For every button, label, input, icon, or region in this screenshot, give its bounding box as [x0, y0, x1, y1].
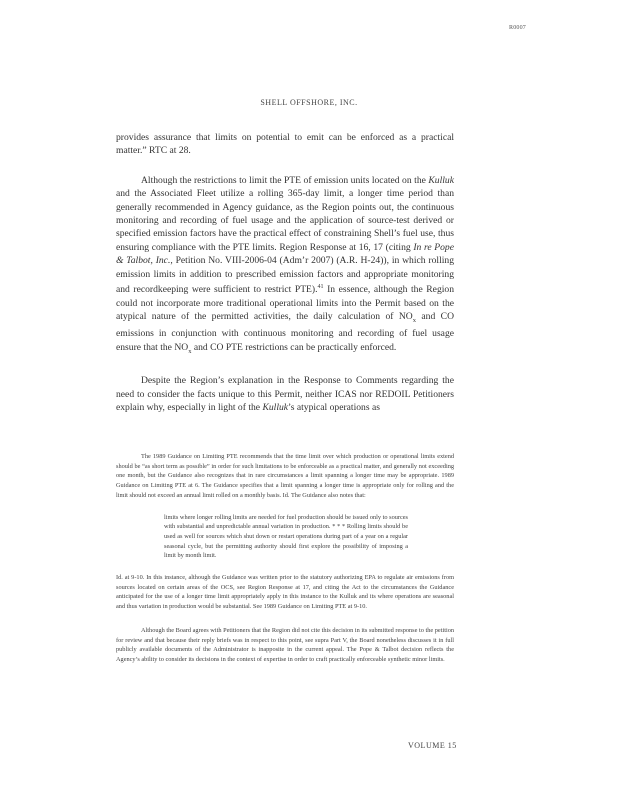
body-paragraph	[116, 374, 454, 414]
case-citation: In re Pope & Talbot, Inc.	[116, 241, 454, 267]
body-paragraph	[116, 174, 454, 358]
footnote: The 1989 Guidance on Limiting PTE recommends that the time limit over which production or operational limits extend should be “as short term as possible” in order for such limitations to be enforceable as a practical matter, and generally not exceeding one month, but the Guidance also recognizes that in rare circumstances a limit spanning a longer time may be appropriate. 1989 Guidance on Limiting PTE at 6. The Guidance specifies that a limit spanning a longer time is appropriate only for rolling and the limit should not exceed an annual limit rolled on a monthly basis. Id. The Guidance also notes that:	[116, 453, 454, 499]
vessel-name: Kulluk	[262, 401, 289, 413]
continuation-paragraph: provides assurance that limits on potential to emit can be enforced as a practical matter.” RTC at 28.	[116, 132, 454, 157]
text-span: ’s atypical operations as	[288, 401, 380, 413]
subscript: x	[188, 347, 192, 355]
running-head: SHELL OFFSHORE, INC.	[260, 98, 358, 107]
text-span: and CO emissions in conjunction with continuous monitoring and recording of fuel usage ensure that the NO	[116, 311, 454, 353]
text-span: Although the restrictions to limit the PTE of emission units located on the	[141, 174, 429, 186]
text-span: and the Associated Fleet utilize a rolling 365-day limit, a longer time period than generally recommended in Agency guidance, as the Region points out, the continuous monitoring and recording of fuel usage and the application of source-test derived or specified emission factors have the practical effect of constraining Shell’s fuel use, thus ensuring compliance with the PTE limits. Region Response at 16, 17 (citing	[116, 188, 454, 253]
text-span: Despite the Region’s explanation in the Response to Comments regarding the need to consider the facts unique to this Permit, neither ICAS nor REDOIL Petitioners explain why, especially in light of the	[116, 375, 454, 413]
footnote: Although the Board agrees with Petitioners that the Region did not cite this decision in its submitted response to the petition for review and that because their reply briefs was in respect to this point, see supra Part V, the Board nonetheless discusses it in full publicly available documents of the Administrator is inapposite in the current appeal. The Pope & Talbot decision reflects the Agency’s ability to consider its decisions in the context of expertise in order to craft practically enforceable synthetic minor limits.	[116, 626, 454, 663]
vessel-name: Kulluk	[428, 174, 454, 186]
footnote-block-quote: limits where longer rolling limits are needed for fuel production should be issued only to sources with substantial and unpredictable annual variation in production. * * * Rolling limits should be used as well for sources which shut down or restart operations during part of a year on a regular seasonal cycle, but the permitting authority should first explore the possibility of imposing a limit by month limit.	[164, 513, 408, 560]
subscript: x	[412, 316, 416, 324]
volume-footer: VOLUME 15	[408, 741, 457, 750]
footnote: Id. at 9-10. In this instance, although the Guidance was written prior to the statutory authorizing EPA to regulate air emissions from sources located on certain areas of the OCS, see Region Response at 17, and citing the Act to the circumstances the Guidance anticipated for the use of a longer time limit appropriately apply in this instance to the Kulluk and its where operations are seasonal and thus variation in production would be substantial. See 1989 Guidance on Limiting PTE at 9-10.	[116, 574, 454, 611]
text-span: In essence, although the Region could not incorporate more traditional operational limits into the Permit based on the atypical nature of the permitted activities, the daily calculation of NO	[116, 284, 454, 323]
text-span: and CO PTE restrictions can be practically enforced.	[191, 341, 397, 353]
footnotes	[116, 452, 454, 665]
text-span: , Petition No. VIII-2006-04 (Adm’r 2007) (A.R. H-24)), in which rolling emission limits in addition to prescribed emission factors and appropriate monitoring and recordkeeping were sufficient to restrict PTE).	[116, 255, 454, 296]
main-text	[116, 131, 454, 424]
footnote-ref[interactable]: 41	[317, 284, 324, 291]
page-number: R0007	[509, 25, 527, 31]
